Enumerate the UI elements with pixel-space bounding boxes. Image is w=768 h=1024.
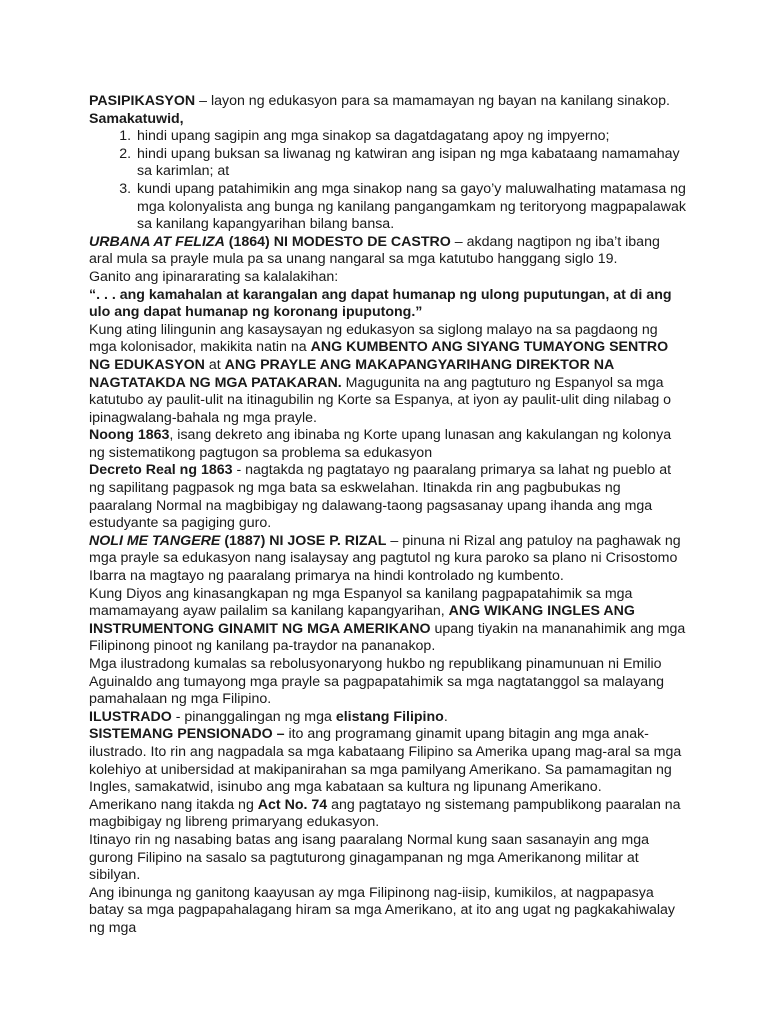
- list-item: 1. hindi upang sagipin ang mga sinakop sa dagatdagatang apoy ng impyerno;: [135, 128, 687, 146]
- paragraph-pasipikasyon: PASIPIKASYON – layon ng edukasyon para sa mamamayan ng bayan na kanilang sinakop.: [89, 93, 670, 109]
- title-noli-me-tangere: NOLI ME TANGERE: [89, 532, 221, 549]
- list-item: 2. hindi upang buksan sa liwanag ng katwiran ang isipan ng mga kabataang namamahay sa karimlan; at: [135, 146, 687, 181]
- title-urbana-at-feliza: URBANA AT FELIZA: [89, 233, 225, 250]
- document-body: [89, 93, 687, 938]
- list-item: 3. kundi upang patahimikin ang mga sinakop nang sa gayo’y maluwalhating matamasa ng mga kolonyalista ang bunga ng kanilang pangangamkam ng teritoryong magpapalawak sa kanilang kapangyarihan bilang bansa.: [135, 181, 687, 234]
- paragraph-noli-me-tangere: NOLI ME TANGERE (1887) NI JOSE P. RIZAL – pinuna ni Rizal ang patuloy na paghawak ng mga prayle sa edukasyon nang isalaysay ang pagtutol ng kura paroko sa plano ni Crisostomo Ibarra na magtayo ng paaralang primarya na hindi kontrolado ng kumbento.: [89, 532, 681, 585]
- paragraph-noong-1863: Noong 1863, isang dekreto ang ibinaba ng Korte upang lunasan ang kakulangan ng kolonya ng sistematikong pagtugon sa problema sa edukasyon: [89, 427, 672, 461]
- paragraph-kumbento: Kung ating lilingunin ang kasaysayan ng edukasyon sa siglong malayo na sa pagdaong ng mga kolonisador, makikita natin na ANG KUMBENTO ANG SIYANG TUMAYONG SENTRO NG EDUKASYON at ANG PRAYLE ANG MAKAPANGYARIHANG DIREKTOR NA NAGTATAKDA NG MGA PATAKARAN. Magugunita na ang pagtuturo ng Espanyol sa mga katutubo ay paulit-ulit na itinagubilin ng Korte sa Espanya, at iyon ay paulit-ulit ding nilabag o ipinagwalang-bahala ng mga prayle.: [89, 321, 672, 426]
- paragraph-wikang-ingles: Kung Diyos ang kinasangkapan ng mga Espanyol sa kanilang pagpapatahimik sa mga mamamayang ayaw pailalim sa kanilang kapangyarihan, ANG WIKANG INGLES ANG INSTRUMENTONG GINAMIT NG MGA AMERIKANO upang tiyakin na mananahimik ang mga Filipinong pinoot ng kanilang pa-traydor na pananakop.: [89, 585, 686, 655]
- paragraph-decreto-real: Decreto Real ng 1863 - nagtakda ng pagtatayo ng paaralang primarya sa lahat ng pueblo at ng sapilitang pagpasok ng mga bata sa eskwelahan. Itinakda rin ang pagbubukas ng paaralang Normal na magbibigay ng dalawang-taong pagsasanay upang ihanda ang mga estudyante sa pagiging guro.: [89, 462, 672, 532]
- quote-kamahalan: “. . . ang kamahalan at karangalan ang dapat humanap ng ulong puputungan, at di ang ulo ang dapat humanap ng koronang ipuputong.”: [89, 286, 672, 321]
- paragraph-act-no-74: Amerikano nang itakda ng Act No. 74 ang pagtatayo ng sistemang pampublikong paaralan na magbibigay ng libreng primaryang edukasyon.: [89, 796, 681, 831]
- term-pasipikasyon: PASIPIKASYON: [89, 93, 196, 109]
- paragraph-ilustrado: ILUSTRADO - pinanggalingan ng mga elistang Filipino.: [89, 708, 448, 725]
- numbered-list: [89, 128, 687, 234]
- paragraph-ilustrado-kumalas: Mga ilustradong kumalas sa rebolusyonaryong hukbo ng republikang pinamunuan ni Emilio Aguinaldo ang tumayong mga prayle sa pagpapatahimik sa mga nagtatanggol sa malayang pamahalaan ng mga Filipino.: [89, 656, 664, 708]
- paragraph-ganito: Ganito ang ipinararating sa kalalakihan:: [89, 268, 339, 285]
- paragraph-paaralang-normal: Itinayo rin ng nasabing batas ang isang paaralang Normal kung saan sasanayin ang mga gurong Filipino na sasalo sa pagtuturong ginagampanan ng mga Amerikanong militar at sibilyan.: [89, 831, 649, 884]
- paragraph-urbana: URBANA AT FELIZA (1864) NI MODESTO DE CASTRO – akdang nagtipon ng iba’t ibang aral mula sa prayle mula pa sa unang nangaral sa mga katutubo hanggang siglo 19.: [89, 233, 660, 268]
- label-samakatuwid: Samakatuwid,: [89, 110, 184, 127]
- paragraph-ibinunga: Ang ibinunga ng ganitong kaayusan ay mga Filipinong nag-iisip, kumikilos, at nagpapasya batay sa mga pagpapahalagang hiram sa mga Amerikano, at ito ang ugat ng pagkakahiwalay ng mga: [89, 884, 676, 936]
- paragraph-sistemang-pensionado: SISTEMANG PENSIONADO – ito ang programang ginamit upang bitagin ang mga anak-ilustrado. Ito rin ang nagpadala sa mga kabataang Filipino sa Amerika upang mag-aral sa mga kolehiyo at unibersidad at makipanirahan sa mga pamilyang Amerikano. Sa pamamagitan ng Ingles, samakatwid, isinubo ang mga kabataan sa kultura ng lipunang Amerikano.: [89, 726, 682, 796]
